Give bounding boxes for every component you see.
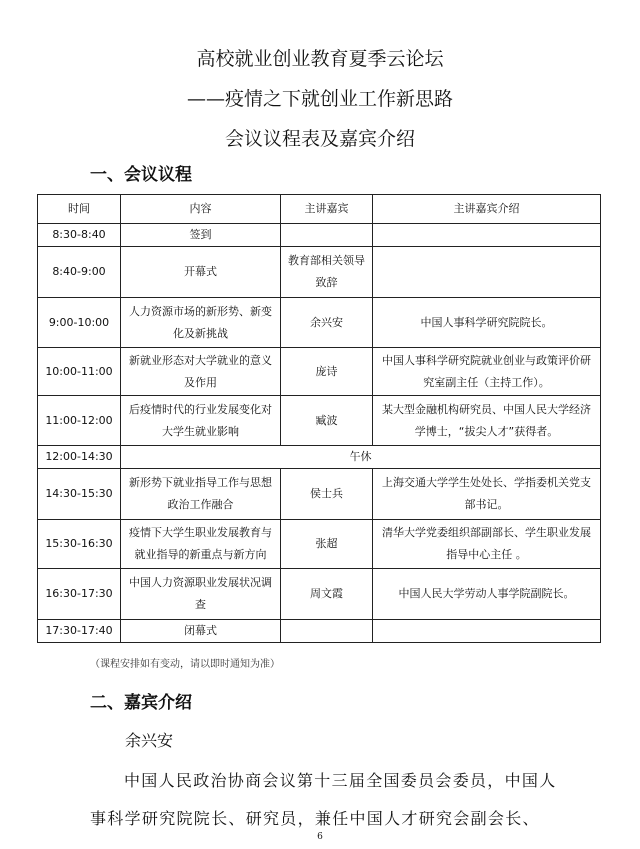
cell-time: 10:00-11:00 <box>38 348 121 396</box>
cell-speaker-intro: 中国人事科学研究院院长。 <box>373 298 601 348</box>
table-header-row <box>38 195 601 224</box>
table-row <box>38 298 601 348</box>
cell-speaker <box>281 620 373 643</box>
column-header-time: 时间 <box>38 195 121 224</box>
cell-content: 签到 <box>121 224 281 247</box>
document-subtitle: ——疫情之下就创业工作新思路 <box>186 88 453 110</box>
cell-speaker: 侯士兵 <box>281 469 373 520</box>
table-row <box>38 469 601 520</box>
cell-speaker: 周文霞 <box>281 569 373 620</box>
cell-time: 17:30-17:40 <box>38 620 121 643</box>
cell-speaker-intro: 中国人民大学劳动人事学院副院长。 <box>373 569 601 620</box>
cell-time: 11:00-12:00 <box>38 396 121 446</box>
cell-content: 闭幕式 <box>121 620 281 643</box>
cell-speaker-intro <box>373 620 601 643</box>
table-row <box>38 620 601 643</box>
cell-time: 8:40-9:00 <box>38 247 121 298</box>
guest-name: 余兴安 <box>125 731 174 750</box>
column-header-speaker-intro: 主讲嘉宾介绍 <box>373 195 601 224</box>
cell-content: 新就业形态对大学就业的意义及作用 <box>121 348 281 396</box>
column-header-speaker: 主讲嘉宾 <box>281 195 373 224</box>
cell-time: 8:30-8:40 <box>38 224 121 247</box>
cell-time: 16:30-17:30 <box>38 569 121 620</box>
cell-speaker-intro <box>373 247 601 298</box>
cell-speaker: 张超 <box>281 520 373 569</box>
document-heading: 会议议程表及嘉宾介绍 <box>224 128 415 150</box>
cell-speaker <box>281 224 373 247</box>
cell-break: 午休 <box>121 446 601 469</box>
cell-speaker: 臧波 <box>281 396 373 446</box>
cell-time: 15:30-16:30 <box>38 520 121 569</box>
cell-content: 人力资源市场的新形势、新变化及新挑战 <box>121 298 281 348</box>
cell-time: 12:00-14:30 <box>38 446 121 469</box>
cell-content: 后疫情时代的行业发展变化对大学生就业影响 <box>121 396 281 446</box>
table-row <box>38 569 601 620</box>
cell-content: 新形势下就业指导工作与思想政治工作融合 <box>121 469 281 520</box>
cell-content: 疫情下大学生职业发展教育与就业指导的新重点与新方向 <box>121 520 281 569</box>
cell-content: 开幕式 <box>121 247 281 298</box>
cell-speaker-intro: 清华大学党委组织部副部长、学生职业发展指导中心主任 。 <box>373 520 601 569</box>
table-row <box>38 396 601 446</box>
cell-time: 14:30-15:30 <box>38 469 121 520</box>
cell-speaker: 余兴安 <box>281 298 373 348</box>
cell-content: 中国人力资源职业发展状况调查 <box>121 569 281 620</box>
cell-speaker-intro: 上海交通大学学生处处长、学指委机关党支部书记。 <box>373 469 601 520</box>
section-heading-guests: 二、嘉宾介绍 <box>90 693 192 713</box>
cell-speaker-intro: 中国人事科学研究院就业创业与政策评价研究室副主任（主持工作）。 <box>373 348 601 396</box>
document-title: 高校就业创业教育夏季云论坛 <box>196 48 444 70</box>
cell-speaker-intro <box>373 224 601 247</box>
table-row <box>38 348 601 396</box>
cell-speaker: 庞诗 <box>281 348 373 396</box>
agenda-table <box>37 194 601 643</box>
cell-time: 9:00-10:00 <box>38 298 121 348</box>
table-row <box>38 446 601 469</box>
guest-bio: 中国人民政治协商会议第十三届全国委员会委员，中国人事科学研究院院长、研究员，兼任中国人才研究会副会长、 <box>90 771 557 828</box>
table-row <box>38 520 601 569</box>
column-header-content: 内容 <box>121 195 281 224</box>
cell-speaker-intro: 某大型金融机构研究员、中国人民大学经济学博士，“拔尖人才”获得者。 <box>373 396 601 446</box>
page-number: 6 <box>317 832 323 842</box>
table-row <box>38 247 601 298</box>
table-row <box>38 224 601 247</box>
section-heading-agenda: 一、会议议程 <box>90 165 192 185</box>
cell-speaker: 教育部相关领导致辞 <box>281 247 373 298</box>
schedule-change-note: （课程安排如有变动，请以即时通知为准） <box>90 659 280 670</box>
